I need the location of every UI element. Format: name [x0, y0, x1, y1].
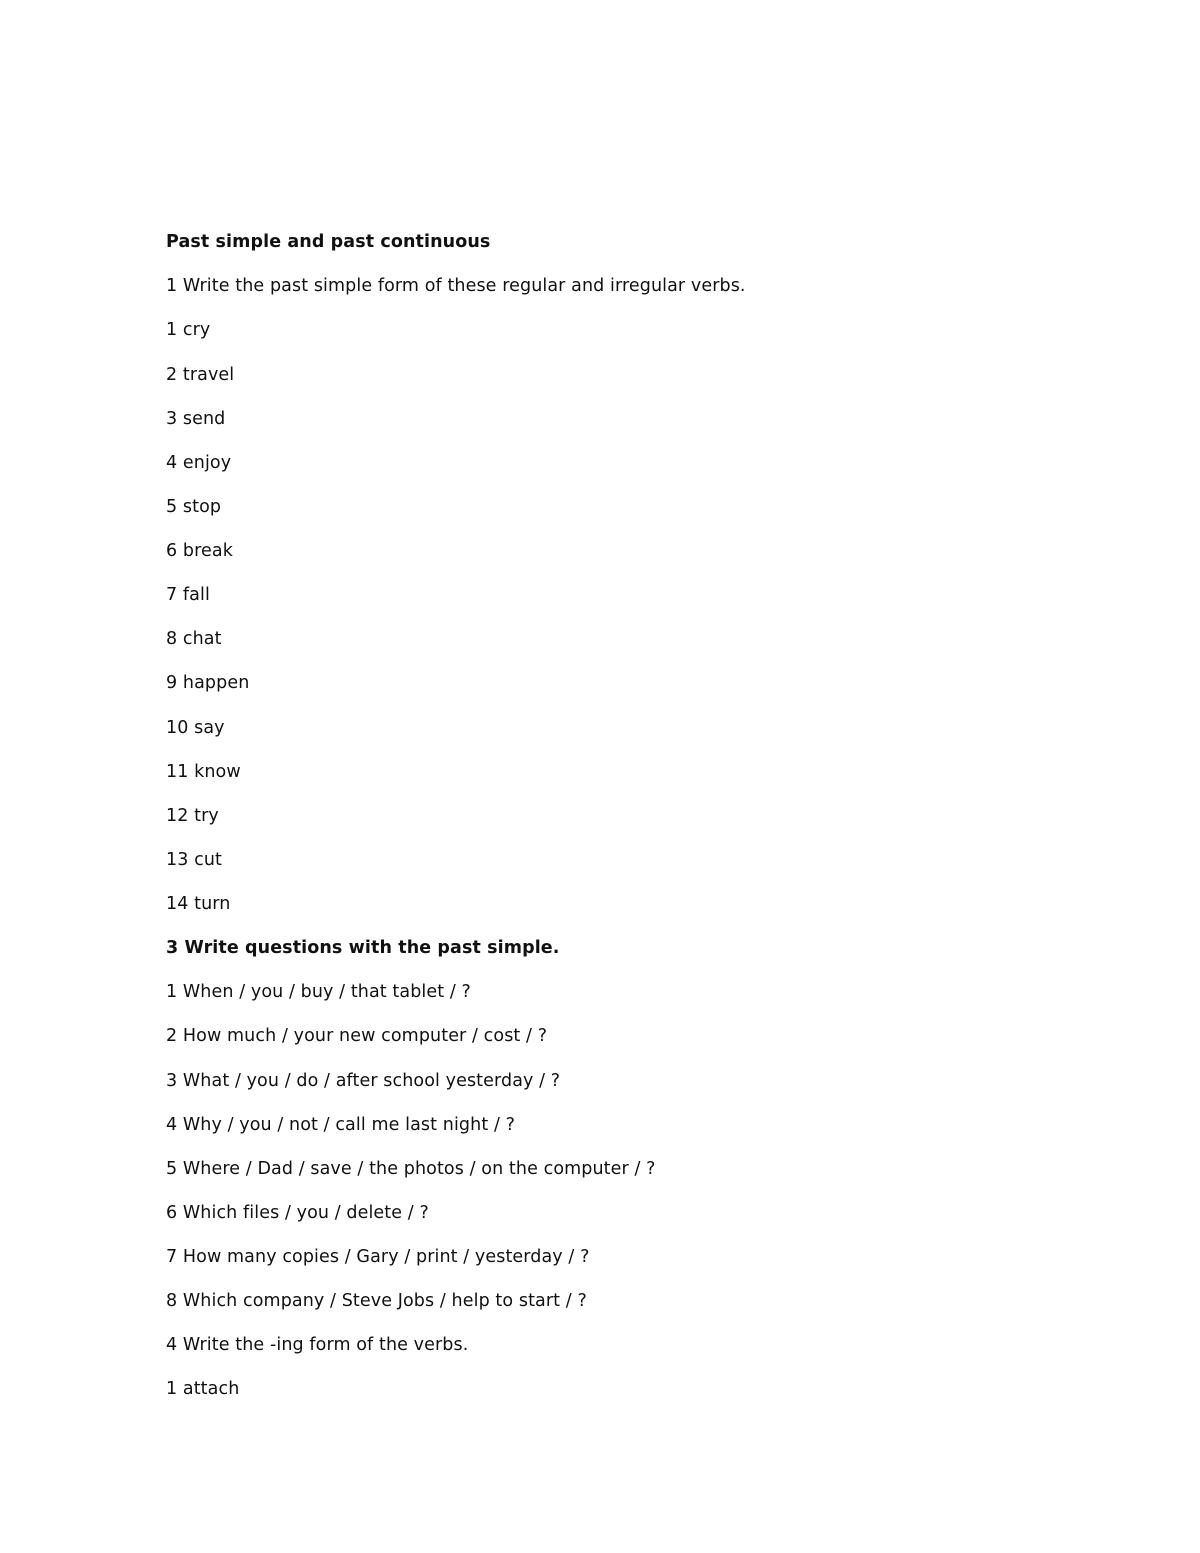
- question-item: 6 Which files / you / delete / ?: [166, 1203, 429, 1223]
- ing-verb-item: 1 attach: [166, 1379, 240, 1399]
- section-1-heading: 1 Write the past simple form of these regular and irregular verbs.: [166, 276, 746, 296]
- verb-item: 3 send: [166, 409, 226, 429]
- question-item: 7 How many copies / Gary / print / yesterday / ?: [166, 1247, 590, 1267]
- question-item: 4 Why / you / not / call me last night / ?: [166, 1115, 515, 1135]
- verb-item: 11 know: [166, 762, 241, 782]
- section-3-heading: 3 Write questions with the past simple.: [166, 938, 560, 958]
- verb-item: 7 fall: [166, 585, 210, 605]
- verb-item: 9 happen: [166, 673, 250, 693]
- verb-item: 5 stop: [166, 497, 222, 517]
- question-item: 8 Which company / Steve Jobs / help to start / ?: [166, 1291, 587, 1311]
- verb-item: 1 cry: [166, 320, 211, 340]
- verb-item: 2 travel: [166, 365, 235, 385]
- question-item: 2 How much / your new computer / cost / ?: [166, 1026, 548, 1046]
- document-title: Past simple and past continuous: [166, 232, 491, 252]
- question-item: 5 Where / Dad / save / the photos / on the computer / ?: [166, 1159, 656, 1179]
- verb-item: 6 break: [166, 541, 233, 561]
- verb-item: 8 chat: [166, 629, 222, 649]
- verb-item: 14 turn: [166, 894, 231, 914]
- question-item: 3 What / you / do / after school yesterday / ?: [166, 1071, 561, 1091]
- verb-item: 4 enjoy: [166, 453, 232, 473]
- question-item: 1 When / you / buy / that tablet / ?: [166, 982, 471, 1002]
- verb-item: 10 say: [166, 718, 225, 738]
- verb-item: 13 cut: [166, 850, 223, 870]
- verb-item: 12 try: [166, 806, 219, 826]
- section-4-heading: 4 Write the -ing form of the verbs.: [166, 1335, 469, 1355]
